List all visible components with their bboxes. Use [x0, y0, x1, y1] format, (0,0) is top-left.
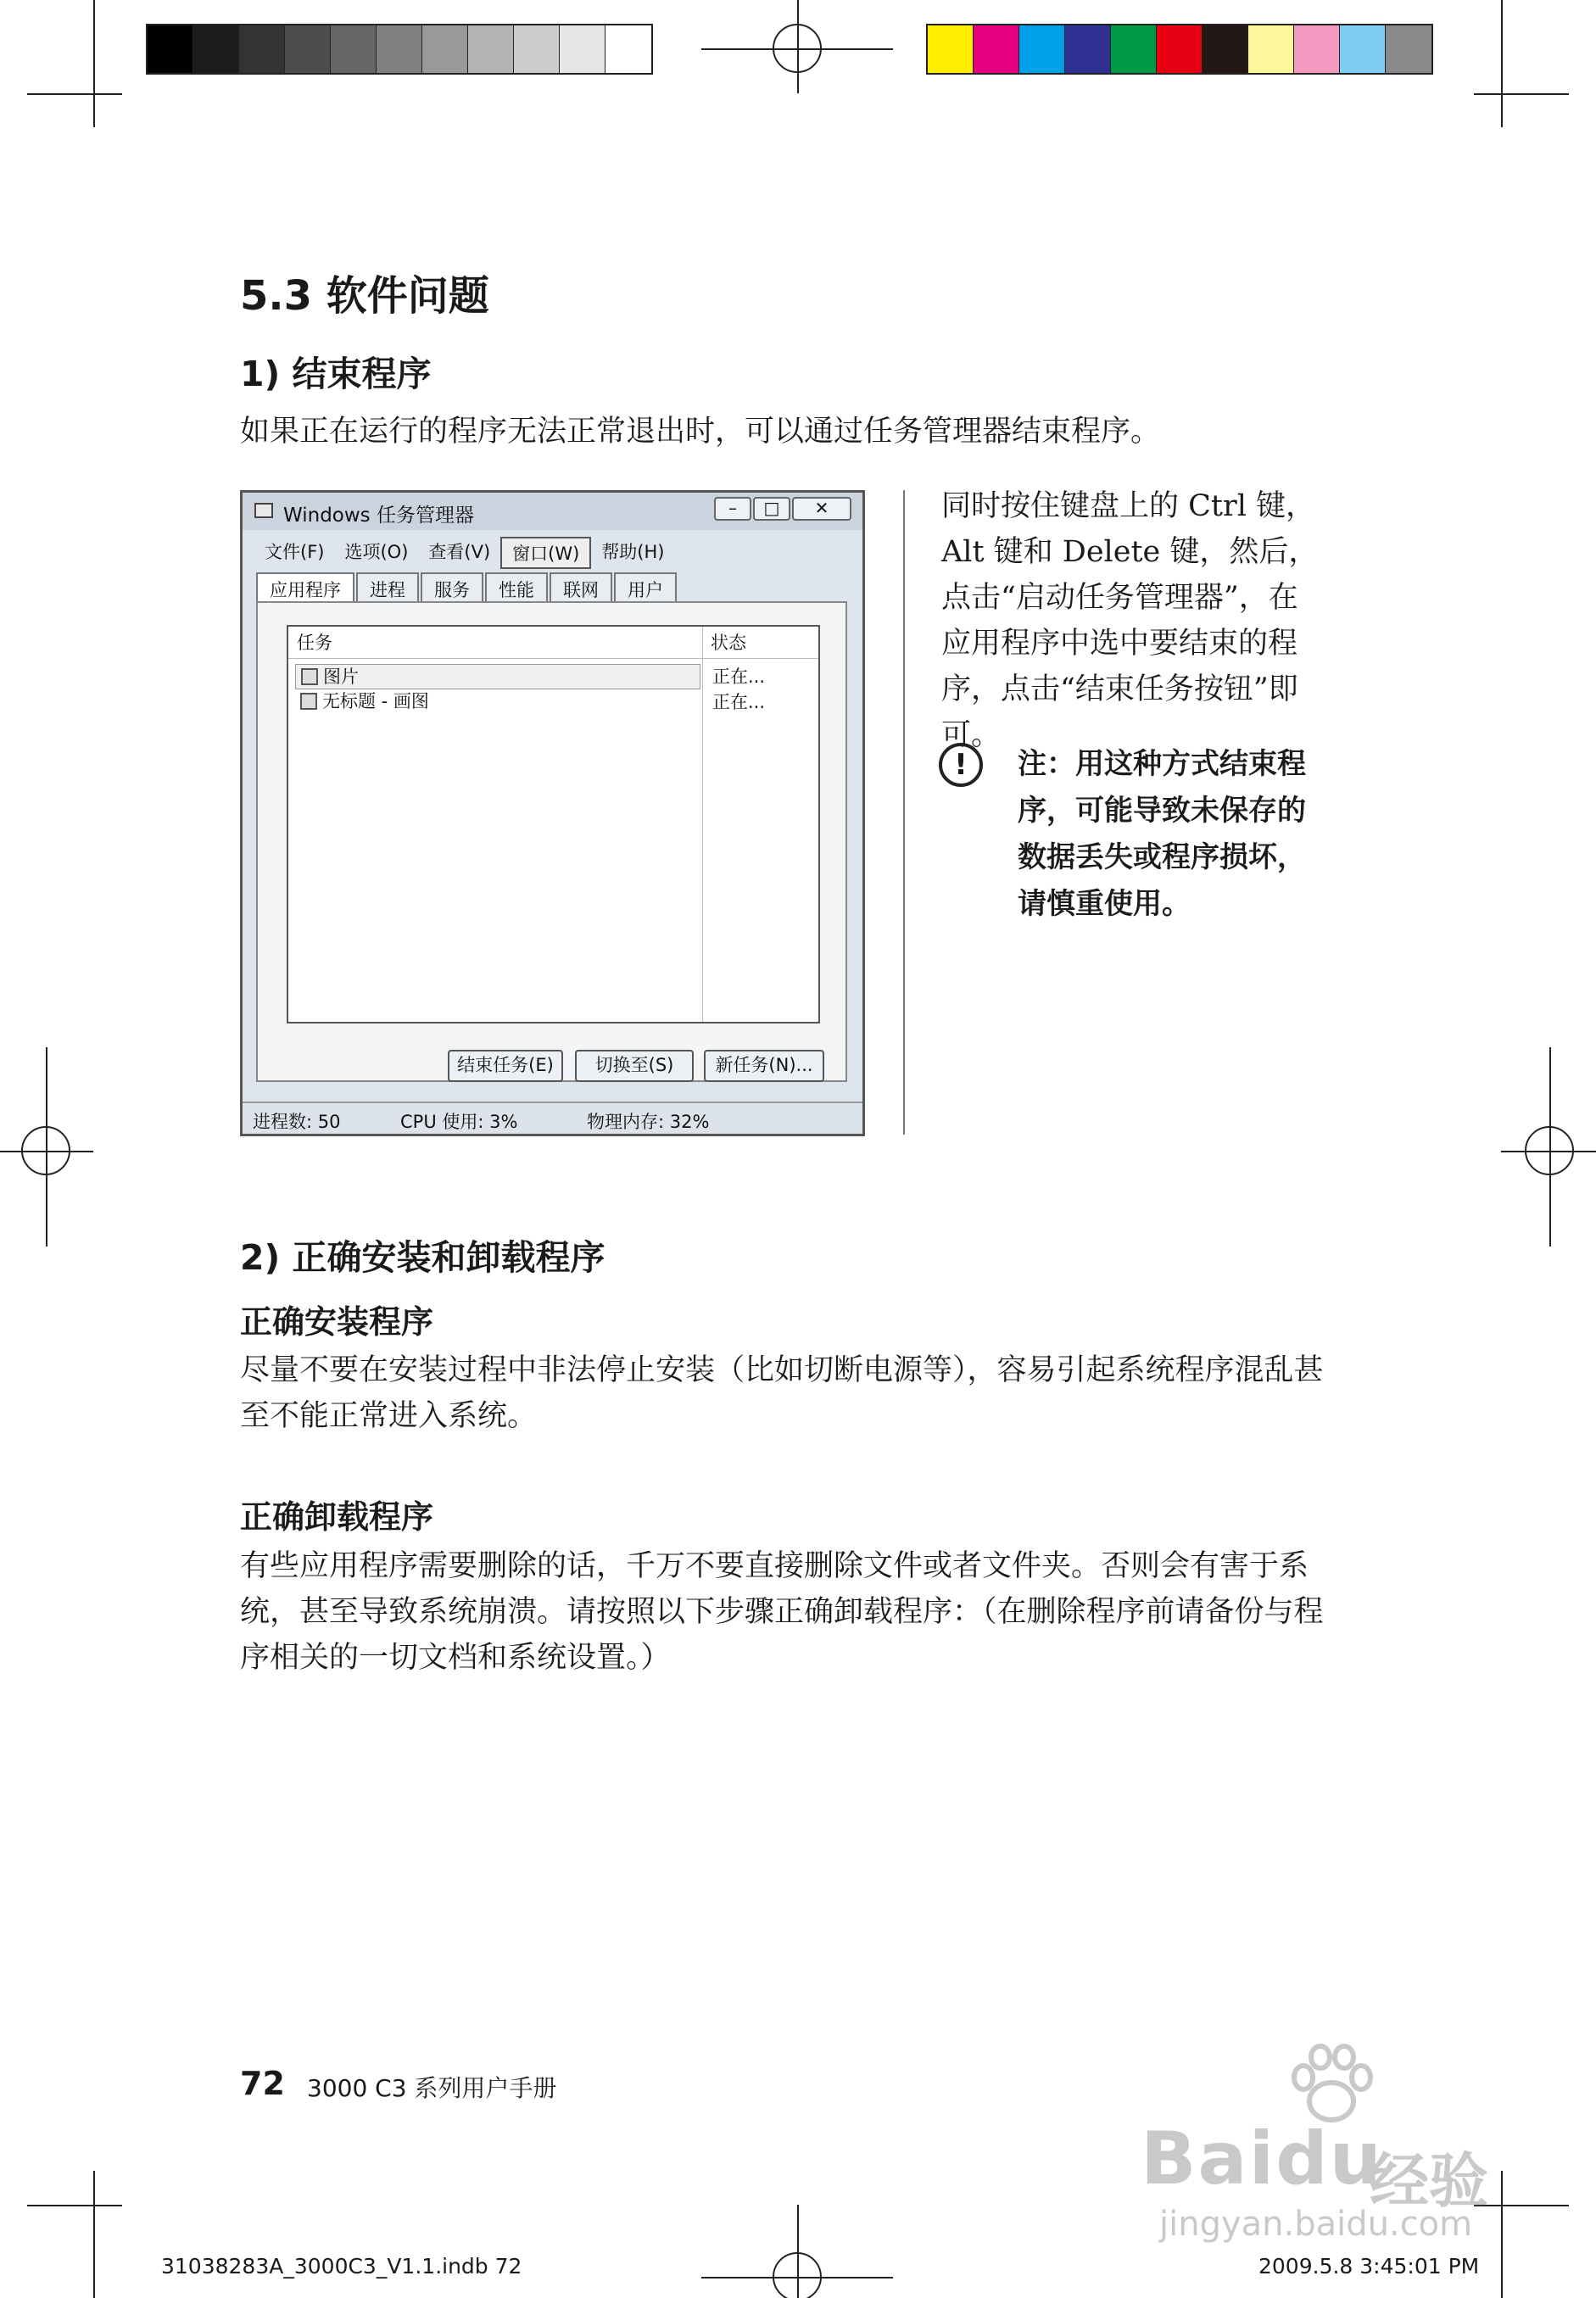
column-divider [702, 627, 703, 1022]
manual-title: 3000 C3 系列用户手册 [307, 2074, 557, 2102]
task-list [287, 625, 820, 1024]
task-row[interactable] [295, 689, 700, 715]
watermark-logo: Baidu [1141, 2117, 1383, 2201]
subsection-title-end-program: 1) 结束程序 [240, 354, 432, 394]
color-swatch [468, 25, 514, 73]
process-count: 进程数: 50 [253, 1112, 341, 1132]
color-swatch [1065, 25, 1111, 73]
uninstall-paragraph: 有些应用程序需要删除的话，千万不要直接删除文件或者文件夹。否则会有害于系统，甚至导致系统崩溃。请按照以下步骤正确卸载程序：（在删除程序前请备份与程序相关的一切文档和系统设置。） [240, 1549, 1324, 1675]
switch-to-button[interactable]: 切换至(S) [575, 1050, 694, 1082]
minimize-button[interactable]: – [714, 497, 751, 521]
new-task-button[interactable]: 新任务(N)... [704, 1050, 824, 1082]
section-title: 5.3 软件问题 [240, 272, 489, 320]
slug-file: 31038283A_3000C3_V1.1.indb 72 [161, 2254, 522, 2278]
color-swatch [1386, 25, 1431, 73]
menu-file[interactable]: 文件(F) [265, 542, 325, 562]
color-swatch [285, 25, 331, 73]
color-swatch [928, 25, 974, 73]
task-status: 正在... [712, 692, 766, 712]
task-status: 正在... [712, 667, 766, 687]
color-swatch [514, 25, 560, 73]
tab-processes[interactable]: 进程 [356, 572, 419, 605]
status-bar [243, 1102, 862, 1134]
note-text: 注：用这种方式结束程序，可能导致未保存的数据丢失或程序损坏，请慎重使用。 [1018, 747, 1306, 921]
paw-icon [1285, 2044, 1378, 2128]
column-separator [903, 490, 905, 1135]
tab-networking[interactable]: 联网 [550, 572, 612, 605]
column-header-task[interactable]: 任务 [288, 627, 702, 659]
maximize-button[interactable]: □ [753, 497, 790, 521]
app-icon [254, 503, 273, 518]
tab-services[interactable]: 服务 [421, 572, 483, 605]
tab-users[interactable]: 用户 [614, 572, 677, 605]
color-swatch [1203, 25, 1248, 73]
color-swatch [193, 25, 239, 73]
install-heading: 正确安装程序 [240, 1303, 434, 1341]
menu-window[interactable]: 窗口(W) [500, 537, 591, 569]
color-swatch [1340, 25, 1386, 73]
picture-icon [301, 668, 318, 685]
uninstall-heading: 正确卸载程序 [240, 1498, 434, 1536]
tab-applications[interactable]: 应用程序 [256, 572, 354, 605]
color-swatch [331, 25, 377, 73]
window-title-bar [243, 493, 862, 530]
paint-icon [300, 693, 317, 710]
task-manager-screenshot [240, 490, 865, 1136]
slug-date: 2009.5.8 3:45:01 PM [1258, 2254, 1480, 2278]
intro-paragraph: 如果正在运行的程序无法正常退出时，可以通过任务管理器结束程序。 [240, 415, 1161, 449]
instructions-paragraph: 同时按住键盘上的 Ctrl 键，Alt 键和 Delete 键，然后，点击“启动任务管理器”，在应用程序中选中要结束的程序，点击“结束任务按钮”即可。 [941, 489, 1319, 752]
cpu-usage: CPU 使用: 3% [400, 1112, 518, 1132]
color-swatch [422, 25, 468, 73]
end-task-button[interactable]: 结束任务(E) [448, 1050, 563, 1082]
color-swatch [377, 25, 422, 73]
menu-help[interactable]: 帮助(H) [601, 542, 665, 562]
task-name: 图片 [323, 667, 359, 687]
menu-bar [254, 537, 675, 569]
color-swatch [974, 25, 1019, 73]
color-swatch [1019, 25, 1065, 73]
menu-view[interactable]: 查看(V) [428, 542, 491, 562]
color-swatch [1294, 25, 1340, 73]
subsection-title-install-uninstall: 2) 正确安装和卸载程序 [240, 1237, 605, 1278]
memory-usage: 物理内存: 32% [587, 1112, 710, 1132]
color-swatch [1157, 25, 1203, 73]
close-button[interactable]: ✕ [792, 497, 851, 521]
page-number: 72 [240, 2065, 285, 2102]
task-name: 无标题 - 画图 [322, 691, 429, 711]
applications-panel [256, 601, 847, 1082]
task-row[interactable] [295, 664, 700, 689]
process-color-bar [926, 24, 1433, 75]
column-header-status[interactable]: 状态 [702, 627, 818, 659]
baidu-watermark [1124, 2044, 1522, 2244]
color-swatch [148, 25, 193, 73]
tab-performance[interactable]: 性能 [485, 572, 548, 605]
gray-color-bar [146, 24, 653, 75]
window-title: Windows 任务管理器 [283, 505, 474, 527]
menu-options[interactable]: 选项(O) [344, 542, 409, 562]
color-swatch [1248, 25, 1294, 73]
color-swatch [560, 25, 605, 73]
warning-icon: ! [939, 743, 983, 787]
watermark-url: jingyan.baidu.com [1159, 2205, 1473, 2244]
watermark-cn: 经验 [1370, 2146, 1488, 2216]
color-swatch [1111, 25, 1157, 73]
color-swatch [605, 25, 651, 73]
tab-strip [256, 572, 678, 605]
install-paragraph: 尽量不要在安装过程中非法停止安装（比如切断电源等），容易引起系统程序混乱甚至不能正常进入系统。 [240, 1353, 1324, 1433]
color-swatch [239, 25, 285, 73]
